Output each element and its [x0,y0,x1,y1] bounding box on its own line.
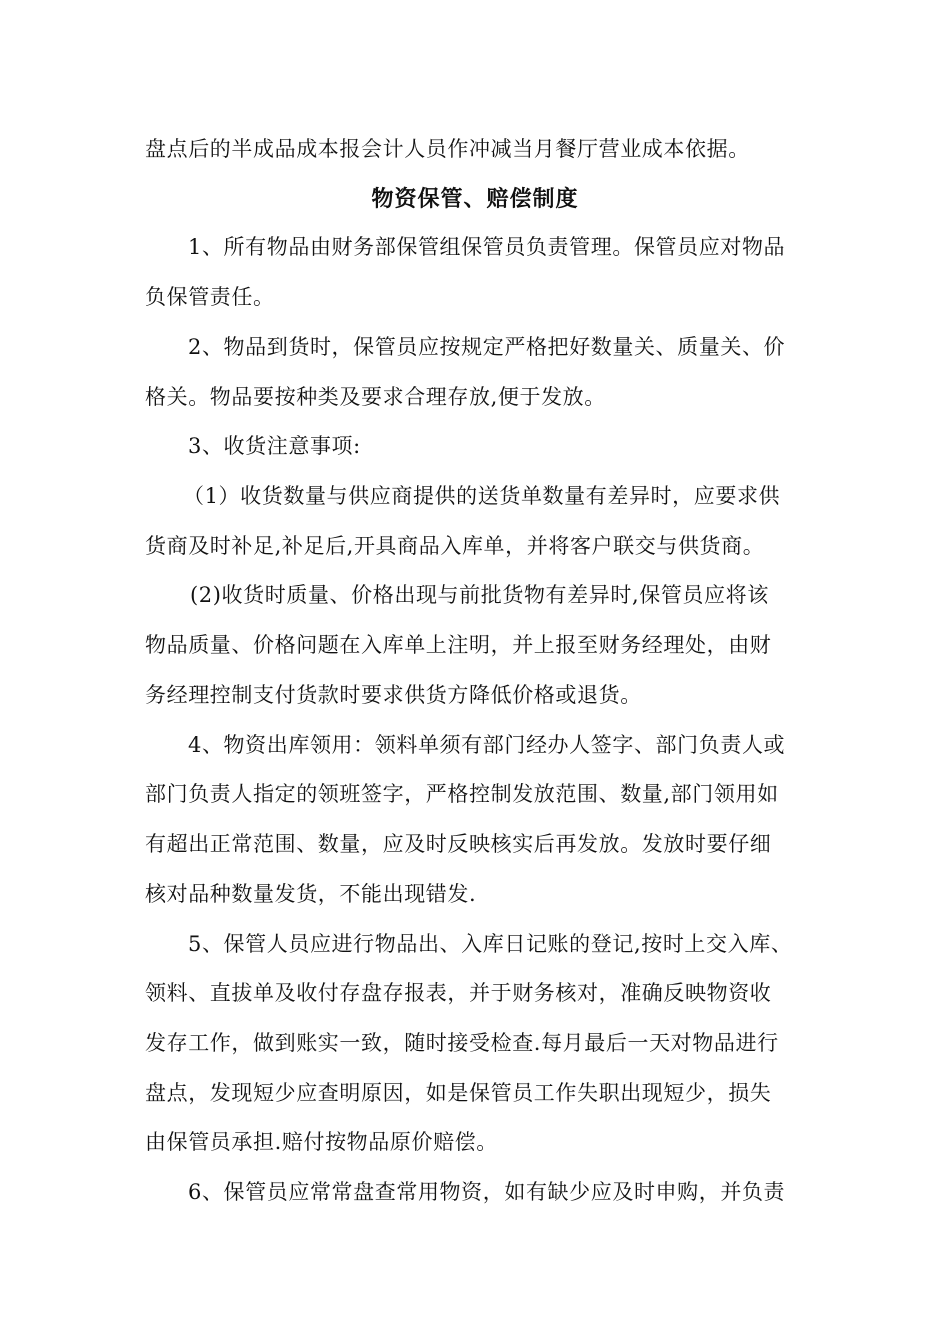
paragraph-3-item-2-line-3: 务经理控制支付货款时要求供货方降低价格或退货。 [145,683,642,707]
paragraph-4-line-1: 4、物资出库领用：领料单须有部门经办人签字、部门负责人或 [188,733,786,757]
paragraph-4-line-3: 有超出正常范围、数量，应及时反映核实后再发放。发放时要仔细 [145,832,772,856]
paragraph-5-line-3: 发存工作，做到账实一致，随时接受检查.每月最后一天对物品进行 [145,1031,779,1055]
paragraph-4-line-2: 部门负责人指定的领班签字，严格控制发放范围、数量,部门领用如 [145,782,779,806]
section-title: 物资保管、赔偿制度 [371,186,579,212]
paragraph-2-line-2: 格关。物品要按种类及要求合理存放,便于发放。 [145,385,606,409]
paragraph-1-line-2: 负保管责任。 [145,285,275,309]
paragraph-5-line-1: 5、保管人员应进行物品出、入库日记账的登记,按时上交入库、 [188,932,793,956]
paragraph-1-line-1: 1、所有物品由财务部保管组保管员负责管理。保管员应对物品 [188,235,786,259]
intro-line: 盘点后的半成品成本报会计人员作冲减当月餐厅营业成本依据。 [145,137,750,161]
paragraph-5-line-2: 领料、直拔单及收付存盘存报表，并于财务核对，准确反映物资收 [145,981,772,1005]
paragraph-5-line-5: 由保管员承担.赔付按物品原价赔偿。 [145,1130,498,1154]
paragraph-2-line-1: 2、物品到货时，保管员应按规定严格把好数量关、质量关、价 [188,335,786,359]
paragraph-3-item-1-line-1: （1）收货数量与供应商提供的送货单数量有差异时，应要求供 [183,484,781,508]
paragraph-4-line-4: 核对品种数量发货，不能出现错发. [145,882,477,906]
paragraph-3-heading: 3、收货注意事项: [188,434,361,458]
paragraph-3-item-2-line-2: 物品质量、价格问题在入库单上注明，并上报至财务经理处，由财 [145,633,772,657]
paragraph-5-line-4: 盘点，发现短少应查明原因，如是保管员工作失职出现短少，损失 [145,1081,772,1105]
paragraph-3-item-1-line-2: 货商及时补足,补足后,开具商品入库单，并将客户联交与供货商。 [145,534,765,558]
paragraph-6-line-1: 6、保管员应常常盘查常用物资，如有缺少应及时申购，并负责 [188,1180,786,1204]
paragraph-3-item-2-line-1: (2)收货时质量、价格出现与前批货物有差异时,保管员应将该 [190,583,769,607]
